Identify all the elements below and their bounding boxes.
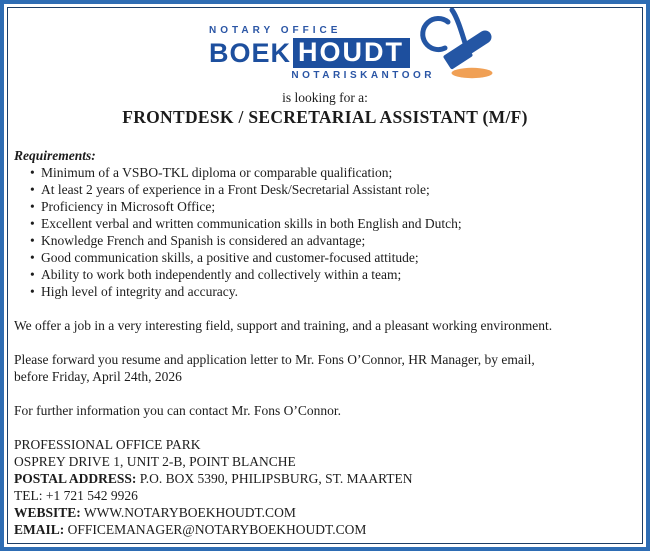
- job-title: FRONTDESK / SECRETARIAL ASSISTANT (M/F): [122, 107, 528, 127]
- email-value: OFFICEMANAGER@NOTARYBOEKHOUDT.COM: [64, 522, 367, 537]
- bullet-icon: •: [30, 267, 35, 282]
- requirement-text: At least 2 years of experience in a Front Desk/Secretarial Assistant role;: [41, 182, 430, 197]
- website-label: WEBSITE:: [14, 505, 81, 520]
- bullet-icon: •: [30, 165, 35, 180]
- requirement-text: Proficiency in Microsoft Office;: [41, 199, 216, 214]
- requirement-item: [14, 215, 636, 232]
- email-label: EMAIL:: [14, 522, 65, 537]
- requirement-text: High level of integrity and accuracy.: [41, 284, 239, 299]
- logo-name-boek: BOEK: [209, 37, 292, 68]
- requirements-list: [14, 164, 636, 300]
- website-value: WWW.NOTARYBOEKHOUDT.COM: [80, 505, 296, 520]
- requirement-text: Good communication skills, a positive and customer-focused attitude;: [41, 250, 419, 265]
- company-logo: [209, 25, 441, 81]
- bullet-icon: •: [30, 233, 35, 248]
- requirements-heading: Requirements:: [14, 148, 96, 163]
- offer-paragraph: We offer a job in a very interesting field, support and training, and a pleasant working environment.: [14, 318, 553, 333]
- requirement-item: [14, 249, 636, 266]
- bullet-icon: •: [30, 199, 35, 214]
- application-line-1: Please forward you resume and application letter to Mr. Fons O’Connor, HR Manager, by email,: [14, 352, 535, 367]
- address-tel: TEL: +1 721 542 9926: [14, 488, 138, 503]
- bullet-icon: •: [30, 182, 35, 197]
- postal-value: P.O. BOX 5390, PHILIPSBURG, ST. MAARTEN: [136, 471, 413, 486]
- logo-name-houdt: HOUDT: [293, 38, 410, 68]
- requirement-item: [14, 266, 636, 283]
- requirement-text: Minimum of a VSBO-TKL diploma or comparable qualification;: [41, 165, 393, 180]
- logo-name-row: [209, 38, 441, 68]
- address-postal: [14, 470, 636, 487]
- requirement-item: [14, 283, 636, 300]
- requirement-item: [14, 232, 636, 249]
- address-email: [14, 521, 636, 538]
- requirement-text: Excellent verbal and written communication skills in both English and Dutch;: [41, 216, 462, 231]
- address-street: OSPREY DRIVE 1, UNIT 2-B, POINT BLANCHE: [14, 454, 296, 469]
- flyer-inner-border: [7, 7, 643, 544]
- requirement-text: Knowledge French and Spanish is considered an advantage;: [41, 233, 366, 248]
- requirement-item: [14, 164, 636, 181]
- requirement-item: [14, 181, 636, 198]
- address-office-park: PROFESSIONAL OFFICE PARK: [14, 437, 201, 452]
- address-block: [14, 436, 636, 538]
- requirement-item: [14, 198, 636, 215]
- bullet-icon: •: [30, 250, 35, 265]
- address-website: [14, 504, 636, 521]
- notary-stamp-icon: [415, 7, 499, 85]
- application-line-2: before Friday, April 24th, 2026: [14, 369, 182, 384]
- bullet-icon: •: [30, 216, 35, 231]
- application-paragraph: [14, 351, 636, 385]
- logo-notary-office-label: NOTARY OFFICE: [209, 25, 342, 36]
- bullet-icon: •: [30, 284, 35, 299]
- postal-label: POSTAL ADDRESS:: [14, 471, 137, 486]
- requirement-text: Ability to work both independently and collectively within a team;: [41, 267, 402, 282]
- logo-notariskantoor-label: NOTARISKANTOOR: [291, 70, 435, 81]
- intro-line: is looking for a:: [282, 90, 368, 105]
- contact-paragraph: For further information you can contact Mr. Fons O’Connor.: [14, 403, 341, 418]
- flyer-body: [14, 89, 636, 538]
